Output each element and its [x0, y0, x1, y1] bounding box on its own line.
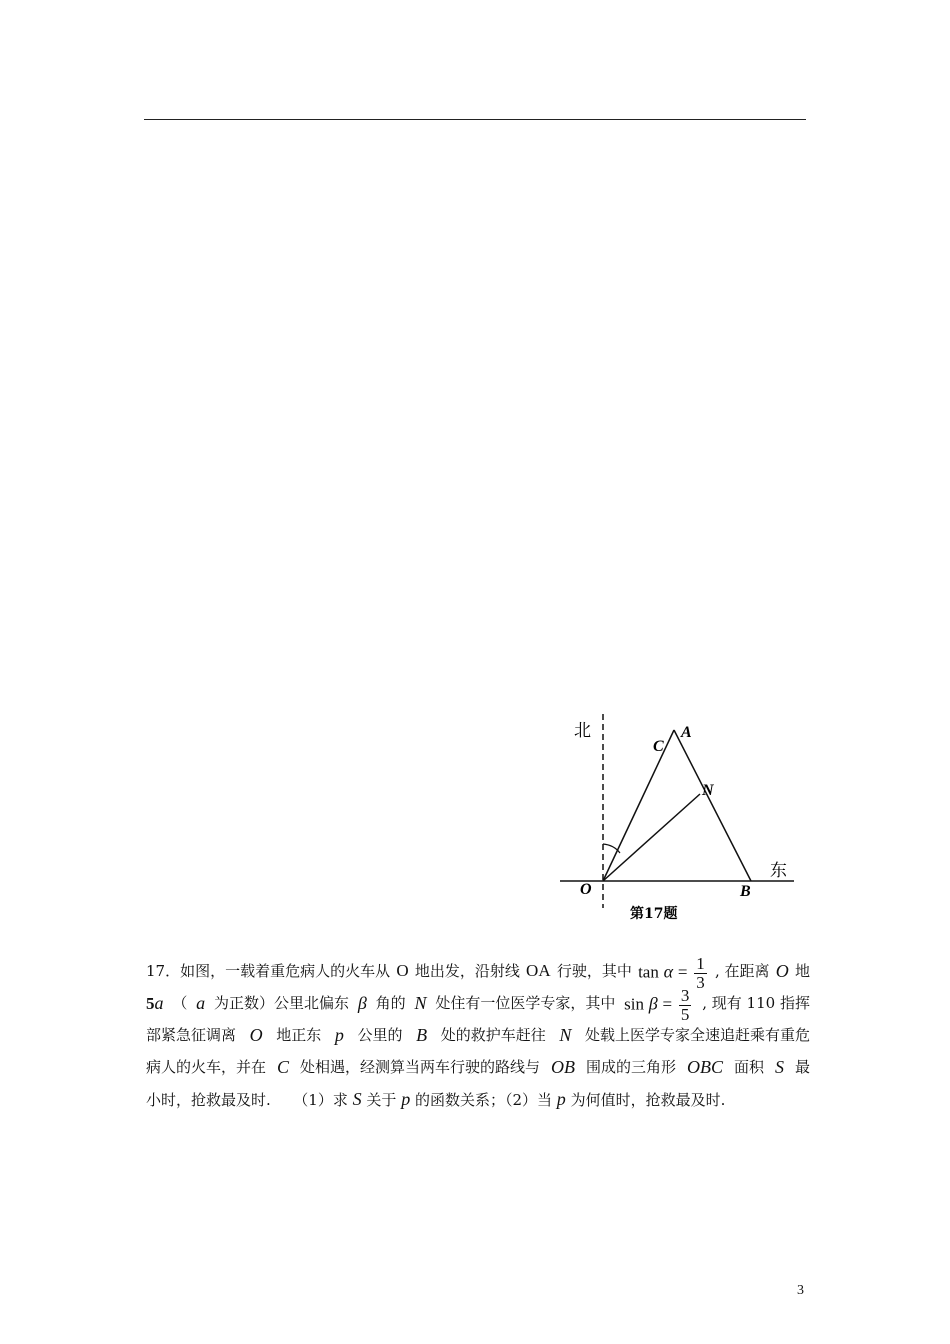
text: 地: [794, 962, 810, 980]
text: 处相遇，经测算当两车行驶的路线与: [300, 1058, 541, 1076]
text: 地出发，沿射线: [414, 962, 520, 980]
point-N-label: N: [702, 782, 714, 799]
segment-AB: [674, 730, 751, 881]
header-rule: [144, 119, 806, 120]
math-a: a: [154, 993, 164, 1013]
text: 地正东: [276, 1026, 322, 1044]
math-beta: β: [357, 993, 367, 1013]
math-a: a: [196, 993, 206, 1013]
text: 角的: [375, 994, 406, 1012]
text: 处住有一位医学专家，其中: [435, 994, 616, 1012]
point-A-label: A: [681, 724, 692, 741]
math-sin: sin: [624, 994, 645, 1014]
north-label: 北: [574, 721, 591, 741]
text: 17．如图，一载着重危病人的火车从: [146, 962, 391, 980]
math-OBC: OBC: [686, 1057, 723, 1077]
math-eq: =: [677, 962, 688, 982]
text: 处载上医学专家全速追赶乘有重危: [584, 1026, 810, 1044]
text: 病人的火车，并在: [146, 1058, 267, 1076]
fraction-numerator: 1: [696, 954, 705, 973]
text: 处的救护车赶往: [440, 1026, 546, 1044]
math-O: O: [775, 961, 789, 981]
text: 最: [794, 1058, 810, 1076]
math-5: 5: [146, 994, 155, 1013]
segment-ON: [603, 794, 700, 881]
math-O: O: [396, 961, 409, 980]
problem-line-1: [146, 954, 810, 992]
problem-line-2: [146, 986, 810, 1024]
math-N: N: [414, 993, 427, 1013]
figure-caption: 第17题: [630, 906, 678, 922]
text: （: [172, 994, 188, 1012]
math-C: C: [277, 1057, 290, 1077]
math-N: N: [559, 1025, 572, 1045]
figure-17: [548, 708, 808, 928]
math-eq: =: [662, 994, 673, 1014]
fraction-denominator: 5: [680, 1005, 690, 1024]
math-p: p: [556, 1089, 566, 1109]
math-OB: OB: [551, 1057, 575, 1077]
fraction-denominator: 3: [696, 973, 705, 992]
fraction-numerator: 3: [680, 986, 690, 1005]
math-tan: tan: [638, 962, 659, 982]
text: 为正数）公里北偏东: [214, 994, 350, 1012]
math-p: p: [334, 1025, 344, 1045]
point-O-label: O: [580, 881, 592, 898]
math-beta: β: [648, 993, 658, 1014]
text: , 现有 110 指挥: [702, 994, 810, 1012]
math-S: S: [352, 1089, 362, 1109]
point-B-label: B: [740, 883, 751, 900]
problem-line-3: [146, 1019, 810, 1051]
text: 面积: [733, 1058, 764, 1076]
text: 关于: [366, 1091, 397, 1109]
text: 公里的: [357, 1026, 403, 1044]
math-S: S: [774, 1057, 784, 1077]
text: 为何值时，抢救最及时.: [570, 1091, 726, 1109]
math-OA: OA: [526, 961, 551, 980]
geometry-diagram: [548, 708, 808, 928]
math-p: p: [401, 1089, 411, 1109]
point-C-label: C: [653, 738, 664, 755]
page-number: 3: [797, 1283, 804, 1298]
text: 的函数关系；（2）当: [414, 1091, 553, 1109]
problem-line-5: [146, 1083, 810, 1115]
text: 部紧急征调离: [146, 1026, 237, 1044]
text: , 在距离: [714, 962, 770, 980]
math-B: B: [416, 1025, 428, 1045]
text: 小时，抢救最及时. （1）求: [146, 1091, 348, 1109]
problem-17: [146, 955, 810, 1115]
east-label: 东: [770, 861, 787, 881]
math-alpha: α: [663, 961, 674, 982]
text: 行驶，其中: [556, 962, 632, 980]
text: 围成的三角形: [585, 1058, 676, 1076]
math-O: O: [249, 1025, 263, 1045]
problem-line-4: [146, 1051, 810, 1083]
